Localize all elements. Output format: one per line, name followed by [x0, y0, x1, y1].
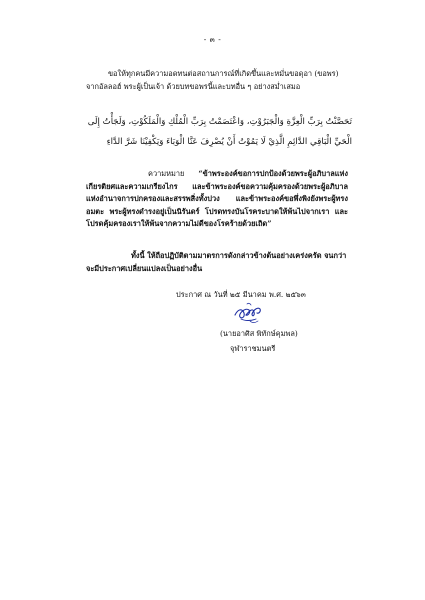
closing-paragraph: ทั้งนี้ ให้ถือปฏิบัติตามมาตรการดังกล่าวข้างต้นอย่างเคร่งครัด จนกว่าจะมีประกาศเปลี่ยนแปลงเป็นอย่างอื่น [86, 251, 347, 273]
meaning-text: “ข้าพระองค์ขอการปกป้องด้วยพระผู้อภิบาลแห่งเกียรติยศและความเกรียงไกร และข้าพระองค์ขอความคุ้มครองด้วยพระผู้อภิบาลแห่งอำนาจการปกครองและสรรพสิ่งทั้งปวง และข้าพระองค์ขอพึ่งพิงยังพระผู้ทรงอมตะ พระผู้ทรงดำรงอยู่เป็นนิรันดร์ โปรดทรงบันโรคระบาดให้พ้นไปจากเรา และโปรดคุ้มครองเราให้พ้นจากความไม่ดีของโรคร้ายด้วยเถิด” [86, 169, 348, 228]
meaning-paragraph [86, 168, 348, 231]
signer-name: (นายอาศิส พิทักษ์คุมพล) [220, 329, 298, 338]
page-number: - ๓ - [203, 35, 222, 44]
announcement-date: ประกาศ ณ วันที่ ๒๕ มีนาคม พ.ศ. ๒๕๖๓ [176, 290, 306, 299]
meaning-label: ความหมาย [148, 169, 185, 178]
signature [232, 300, 266, 326]
signer-title: จุฬาราชมนตรี [230, 344, 276, 353]
intro-paragraph: ขอให้ทุกคนมีความอดทนต่อสถานการณ์ที่เกิดขึ้นและหมั่นขอดุอา (ขอพร) จากอัลลอฮ์ พระผู้เป็นเจ้า ด้วยบทขอพรนี้และบทอื่น ๆ อย่างสม่ำเสมอ [86, 69, 339, 91]
dua-arabic-text: تَحَصَّنْتُ بِرَبِّ الْعِزَّةِ وَالْجَبَرُوْتِ، وَاعْتَصَمْتُ بِرَبِّ الْمُلْكِ وَالْمَلَكُوْتِ، وَلَجَأْتُ إِلَى الْحَيِّ الْبَاقِي الدَّائِمِ الَّذِيْ لَا يَمُوْتُ أَنْ يُصْرِفَ عَنَّا الْوَبَاءَ وَيَكْفِيْنَا شَرَّ الدَّاءِ [87, 117, 352, 147]
